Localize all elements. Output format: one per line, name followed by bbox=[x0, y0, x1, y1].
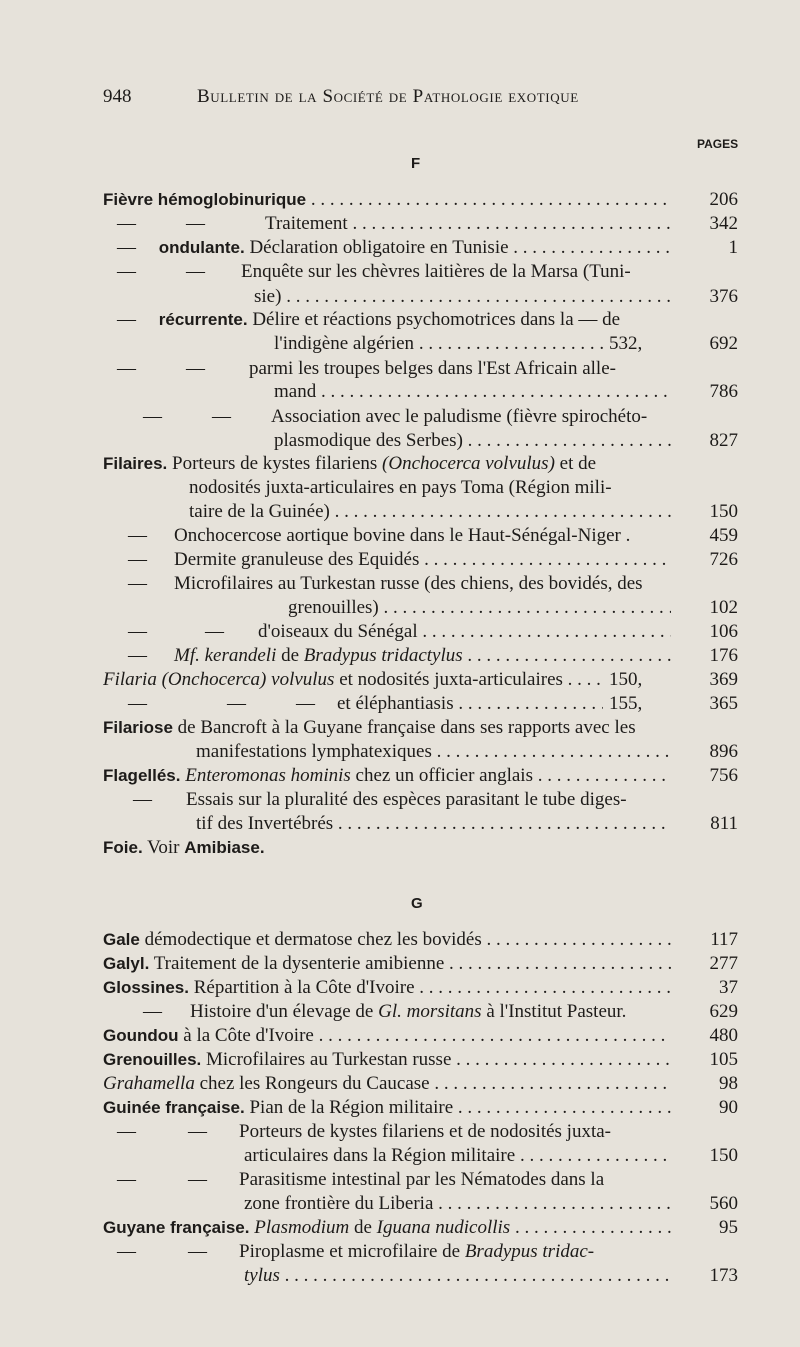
pages-column-label: PAGES bbox=[697, 137, 739, 151]
index-entry: Flagellés. Enteromonas hominis chez un officier anglais . . . bbox=[103, 764, 671, 788]
page-ref: 277 bbox=[709, 953, 738, 974]
page-ref: 827 bbox=[709, 430, 738, 451]
index-entry: Grahamella chez les Rongeurs du Caucase . . . bbox=[103, 1072, 671, 1096]
index-entry: articulaires dans la Région militaire . . . bbox=[244, 1144, 671, 1168]
index-entry: taire de la Guinée) . . . bbox=[189, 500, 671, 524]
index-entry: — — d'oiseaux du Sénégal . . . bbox=[103, 620, 671, 644]
index-entry: — Essais sur la pluralité des espèces parasitant le tube diges- bbox=[133, 789, 627, 810]
index-entry: — Onchocercose aortique bovine dans le Haut-Sénégal-Niger . bbox=[128, 525, 631, 546]
index-entry: sie) . . . bbox=[254, 285, 671, 309]
index-entry: — — Association avec le paludisme (fièvre spirochéto- bbox=[143, 406, 648, 427]
page-ref-extra: 532, bbox=[609, 333, 643, 354]
index-entry: — — Enquête sur les chèvres laitières de la Marsa (Tuni- bbox=[117, 261, 631, 282]
page-ref: 90 bbox=[719, 1097, 738, 1118]
page-ref: 811 bbox=[710, 813, 738, 834]
index-entry: — — — et éléphantiasis . . . bbox=[103, 692, 603, 716]
index-entry: Filaria (Onchocerca) volvulus et nodosités juxta-articulaires . . . bbox=[103, 668, 603, 692]
page-number: 948 bbox=[103, 86, 132, 107]
index-entry: — — Parasitisme intestinal par les Nématodes dans la bbox=[117, 1169, 605, 1190]
page-ref: 176 bbox=[709, 645, 738, 666]
page-ref: 98 bbox=[719, 1073, 738, 1094]
index-entry: Foie. Voir Amibiase. bbox=[103, 837, 265, 858]
index-entry: nodosités juxta-articulaires en pays Toma (Région mili- bbox=[189, 477, 612, 498]
index-entry: Guinée française. Pian de la Région militaire . . . bbox=[103, 1096, 671, 1120]
index-entry: Grenouilles. Microfilaires au Turkestan russe . . . bbox=[103, 1048, 671, 1072]
page-ref: 376 bbox=[709, 286, 738, 307]
page-ref: 560 bbox=[709, 1193, 738, 1214]
page-ref: 365 bbox=[709, 693, 738, 714]
index-entry: — — Traitement . . . bbox=[103, 212, 671, 236]
page-ref: 95 bbox=[719, 1217, 738, 1238]
index-entry: tif des Invertébrés . . . bbox=[196, 812, 671, 836]
page-ref: 105 bbox=[709, 1049, 738, 1070]
index-entry: Filariose de Bancroft à la Guyane française dans ses rapports avec les bbox=[103, 717, 636, 738]
index-entry: — Mf. kerandeli de Bradypus tridactylus . . . bbox=[103, 644, 671, 668]
index-entry: zone frontière du Liberia . . . bbox=[244, 1192, 671, 1216]
index-entry: Gale démodectique et dermatose chez les bovidés . . . bbox=[103, 928, 671, 952]
journal-title: Bulletin de la Société de Pathologie exotique bbox=[197, 86, 579, 107]
index-entry: — Histoire d'un élevage de Gl. morsitans à l'Institut Pasteur. bbox=[143, 1001, 627, 1022]
page-ref: 480 bbox=[709, 1025, 738, 1046]
index-entry: — — Porteurs de kystes filariens et de nodosités juxta- bbox=[117, 1121, 612, 1142]
index-entry: — — Piroplasme et microfilaire de Bradypus tridac- bbox=[117, 1241, 595, 1262]
index-entry: — Dermite granuleuse des Equidés . . . bbox=[103, 548, 671, 572]
index-entry: Galyl. Traitement de la dysenterie amibienne . . . bbox=[103, 952, 671, 976]
page-ref: 37 bbox=[719, 977, 738, 998]
index-entry: tylus . . . bbox=[244, 1264, 671, 1288]
index-entry: Guyane française. Plasmodium de Iguana nudicollis . . . bbox=[103, 1216, 671, 1240]
section-letter-f: F bbox=[411, 155, 421, 172]
index-entry: — Microfilaires au Turkestan russe (des chiens, des bovidés, des bbox=[128, 573, 643, 594]
page-ref: 117 bbox=[710, 929, 738, 950]
index-entry: grenouilles) . . . bbox=[288, 596, 671, 620]
page-ref: 1 bbox=[728, 237, 738, 258]
page-ref: 756 bbox=[709, 765, 738, 786]
index-entry: — récurrente. Délire et réactions psychomotrices dans la — de bbox=[117, 309, 621, 330]
index-entry: plasmodique des Serbes) . . . bbox=[274, 429, 671, 453]
index-entry: manifestations lymphatexiques . . . bbox=[196, 740, 671, 764]
page-ref-extra: 155, bbox=[609, 693, 643, 714]
page-ref: 173 bbox=[709, 1265, 738, 1286]
page-ref: 106 bbox=[709, 621, 738, 642]
index-entry: Fièvre hémoglobinurique . . . bbox=[103, 188, 671, 212]
page-ref: 786 bbox=[709, 381, 738, 402]
section-letter-g: G bbox=[411, 895, 423, 912]
page-ref: 150 bbox=[709, 1145, 738, 1166]
page-ref: 896 bbox=[709, 741, 738, 762]
page-ref: 150 bbox=[709, 501, 738, 522]
index-entry: Filaires. Porteurs de kystes filariens (Onchocerca volvulus) et de bbox=[103, 453, 597, 474]
index-entry: Glossines. Répartition à la Côte d'Ivoire . . . bbox=[103, 976, 671, 1000]
page-ref-extra: 150, bbox=[609, 669, 643, 690]
index-entry: l'indigène algérien . . . bbox=[274, 332, 604, 356]
running-header bbox=[0, 86, 800, 116]
page-ref: 692 bbox=[709, 333, 738, 354]
page-ref: 206 bbox=[709, 189, 738, 210]
page-ref: 369 bbox=[709, 669, 738, 690]
page-ref: 342 bbox=[709, 213, 738, 234]
page-ref: 629 bbox=[709, 1001, 738, 1022]
index-entry: — — parmi les troupes belges dans l'Est Africain alle- bbox=[117, 358, 616, 379]
page-ref: 102 bbox=[709, 597, 738, 618]
index-entry: Goundou à la Côte d'Ivoire . . . bbox=[103, 1024, 671, 1048]
page-ref: 459 bbox=[709, 525, 738, 546]
page-ref: 726 bbox=[709, 549, 738, 570]
index-entry: — ondulante. Déclaration obligatoire en Tunisie . . . bbox=[103, 236, 671, 260]
index-entry: mand . . . bbox=[274, 380, 671, 404]
